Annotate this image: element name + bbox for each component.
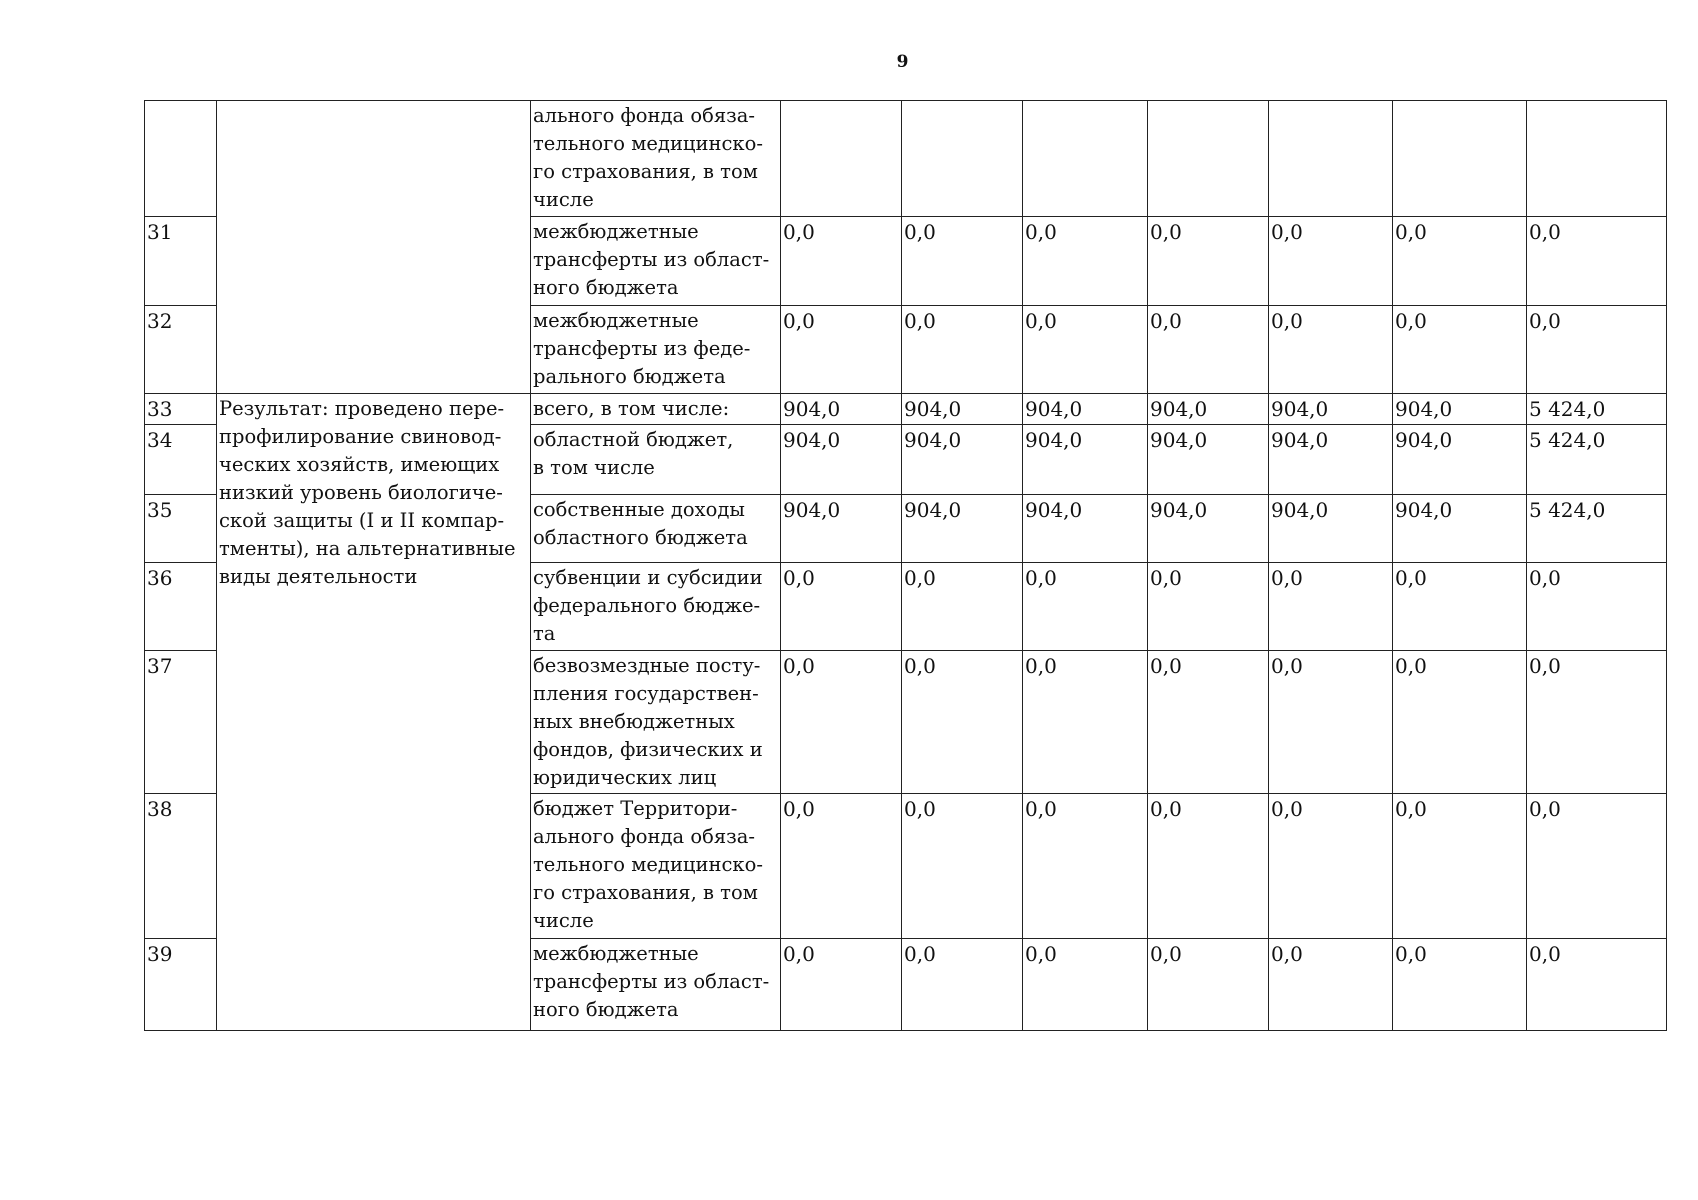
year-value-cell: 0,0 xyxy=(1148,217,1269,306)
year-value-cell: 0,0 xyxy=(1393,939,1527,1031)
budget-table xyxy=(144,100,1667,1031)
description-cell-empty xyxy=(217,101,531,394)
year-value-cell xyxy=(1023,101,1148,217)
funding-source-label xyxy=(531,217,781,306)
total-value-cell: 0,0 xyxy=(1527,217,1667,306)
funding-source-label-line: безвозмездные посту- xyxy=(533,654,761,677)
total-value-cell: 0,0 xyxy=(1527,651,1667,794)
funding-source-label-line: юридических лиц xyxy=(533,766,717,789)
table-row xyxy=(145,394,1667,425)
year-value-cell: 0,0 xyxy=(1269,939,1393,1031)
year-value-cell: 0,0 xyxy=(1023,794,1148,939)
funding-source-label xyxy=(531,794,781,939)
year-value-cell xyxy=(781,101,902,217)
row-number: 39 xyxy=(145,939,217,1031)
row-number: 36 xyxy=(145,563,217,651)
year-value-cell: 0,0 xyxy=(1148,651,1269,794)
year-value-cell xyxy=(902,101,1023,217)
year-value-cell: 0,0 xyxy=(781,306,902,394)
year-value-cell: 904,0 xyxy=(902,394,1023,425)
result-description xyxy=(217,394,531,1031)
funding-source-label-line: ных внебюджетных xyxy=(533,710,735,733)
funding-source-label-line: бюджет Территори- xyxy=(533,797,738,820)
year-value-cell: 904,0 xyxy=(1148,495,1269,563)
funding-source-label-line: областного бюджета xyxy=(533,526,748,549)
funding-source-label-line: пления государствен- xyxy=(533,682,759,705)
result-description-line: Результат: проведено пере- xyxy=(219,397,505,420)
year-value-cell: 0,0 xyxy=(1393,217,1527,306)
year-value-cell: 0,0 xyxy=(1148,939,1269,1031)
year-value-cell: 0,0 xyxy=(1023,563,1148,651)
year-value-cell: 904,0 xyxy=(902,495,1023,563)
funding-source-label-line: числе xyxy=(533,188,594,211)
funding-source-label-line: числе xyxy=(533,909,594,932)
row-number: 35 xyxy=(145,495,217,563)
funding-source-label xyxy=(531,939,781,1031)
funding-source-label xyxy=(531,563,781,651)
year-value-cell: 0,0 xyxy=(1393,306,1527,394)
funding-source-label-line: областной бюджет, xyxy=(533,428,734,451)
table-body xyxy=(145,101,1667,1031)
funding-source-label-line: та xyxy=(533,622,556,645)
funding-source-label-line: субвенции и субсидии xyxy=(533,566,763,589)
funding-source-label-line: трансферты из област- xyxy=(533,248,770,271)
funding-source-label-line: межбюджетные xyxy=(533,220,699,243)
year-value-cell: 904,0 xyxy=(902,425,1023,495)
row-number: 31 xyxy=(145,217,217,306)
year-value-cell: 904,0 xyxy=(1148,425,1269,495)
funding-source-label-line: межбюджетные xyxy=(533,942,699,965)
funding-source-label-line: тельного медицинско- xyxy=(533,132,763,155)
year-value-cell: 0,0 xyxy=(1023,651,1148,794)
year-value-cell: 0,0 xyxy=(1148,794,1269,939)
year-value-cell: 904,0 xyxy=(1023,425,1148,495)
total-value-cell: 0,0 xyxy=(1527,794,1667,939)
funding-source-label-line: межбюджетные xyxy=(533,309,699,332)
funding-source-label-line: трансферты из феде- xyxy=(533,337,751,360)
funding-source-label-line: трансферты из област- xyxy=(533,970,770,993)
total-value-cell: 0,0 xyxy=(1527,563,1667,651)
year-value-cell: 0,0 xyxy=(781,939,902,1031)
row-number xyxy=(145,101,217,217)
year-value-cell: 0,0 xyxy=(1393,794,1527,939)
funding-source-label-line: фондов, физических и xyxy=(533,738,763,761)
year-value-cell: 0,0 xyxy=(1269,217,1393,306)
year-value-cell: 0,0 xyxy=(1269,306,1393,394)
row-number: 38 xyxy=(145,794,217,939)
year-value-cell: 0,0 xyxy=(1148,563,1269,651)
total-value-cell: 0,0 xyxy=(1527,306,1667,394)
result-description-line: тменты), на альтернативные xyxy=(219,537,516,560)
year-value-cell: 0,0 xyxy=(1269,563,1393,651)
year-value-cell: 904,0 xyxy=(1393,495,1527,563)
year-value-cell: 0,0 xyxy=(1023,306,1148,394)
year-value-cell: 0,0 xyxy=(1148,306,1269,394)
year-value-cell: 904,0 xyxy=(1023,394,1148,425)
year-value-cell: 0,0 xyxy=(1269,651,1393,794)
row-number: 37 xyxy=(145,651,217,794)
year-value-cell: 0,0 xyxy=(781,217,902,306)
year-value-cell: 0,0 xyxy=(781,563,902,651)
funding-source-label xyxy=(531,394,781,425)
funding-source-label-line: в том числе xyxy=(533,456,655,479)
year-value-cell: 904,0 xyxy=(1023,495,1148,563)
result-description-line: виды деятельности xyxy=(219,565,418,588)
result-description-line: профилирование свиновод- xyxy=(219,425,502,448)
funding-source-label-line: собственные доходы xyxy=(533,498,745,521)
year-value-cell: 904,0 xyxy=(781,425,902,495)
funding-source-label-line: всего, в том числе: xyxy=(533,397,730,420)
funding-source-label xyxy=(531,306,781,394)
funding-source-label-line: го страхования, в том xyxy=(533,881,758,904)
year-value-cell: 0,0 xyxy=(1393,563,1527,651)
row-number: 34 xyxy=(145,425,217,495)
year-value-cell: 0,0 xyxy=(1023,217,1148,306)
funding-source-label-line: тельного медицинско- xyxy=(533,853,763,876)
year-value-cell: 904,0 xyxy=(1269,425,1393,495)
result-description-line: низкий уровень биологиче- xyxy=(219,481,503,504)
table-row xyxy=(145,101,1667,217)
funding-source-label-line: федерального бюдже- xyxy=(533,594,761,617)
funding-source-label-line: ного бюджета xyxy=(533,276,679,299)
year-value-cell: 904,0 xyxy=(781,495,902,563)
year-value-cell xyxy=(1148,101,1269,217)
year-value-cell: 904,0 xyxy=(1393,394,1527,425)
year-value-cell: 0,0 xyxy=(902,217,1023,306)
year-value-cell: 0,0 xyxy=(902,563,1023,651)
year-value-cell: 0,0 xyxy=(902,651,1023,794)
funding-source-label-line: го страхования, в том xyxy=(533,160,758,183)
year-value-cell: 0,0 xyxy=(902,306,1023,394)
row-number: 32 xyxy=(145,306,217,394)
result-description-line: ческих хозяйств, имеющих xyxy=(219,453,500,476)
funding-source-label xyxy=(531,101,781,217)
total-value-cell: 0,0 xyxy=(1527,939,1667,1031)
year-value-cell: 904,0 xyxy=(781,394,902,425)
funding-source-label-line: ального фонда обяза- xyxy=(533,104,755,127)
funding-source-label-line: ного бюджета xyxy=(533,998,679,1021)
total-value-cell: 5 424,0 xyxy=(1527,495,1667,563)
total-value-cell: 5 424,0 xyxy=(1527,425,1667,495)
year-value-cell xyxy=(1393,101,1527,217)
total-value-cell xyxy=(1527,101,1667,217)
year-value-cell: 0,0 xyxy=(1023,939,1148,1031)
year-value-cell: 904,0 xyxy=(1269,495,1393,563)
result-description-line: ской защиты (I и II компар- xyxy=(219,509,505,532)
funding-source-label xyxy=(531,651,781,794)
year-value-cell: 904,0 xyxy=(1269,394,1393,425)
year-value-cell: 0,0 xyxy=(1269,794,1393,939)
row-number: 33 xyxy=(145,394,217,425)
year-value-cell: 904,0 xyxy=(1393,425,1527,495)
total-value-cell: 5 424,0 xyxy=(1527,394,1667,425)
funding-source-label-line: рального бюджета xyxy=(533,365,726,388)
year-value-cell xyxy=(1269,101,1393,217)
year-value-cell: 0,0 xyxy=(902,939,1023,1031)
year-value-cell: 904,0 xyxy=(1148,394,1269,425)
year-value-cell: 0,0 xyxy=(1393,651,1527,794)
year-value-cell: 0,0 xyxy=(902,794,1023,939)
funding-source-label xyxy=(531,495,781,563)
funding-source-label-line: ального фонда обяза- xyxy=(533,825,755,848)
funding-source-label xyxy=(531,425,781,495)
year-value-cell: 0,0 xyxy=(781,651,902,794)
year-value-cell: 0,0 xyxy=(781,794,902,939)
page-number: 9 xyxy=(896,52,909,72)
